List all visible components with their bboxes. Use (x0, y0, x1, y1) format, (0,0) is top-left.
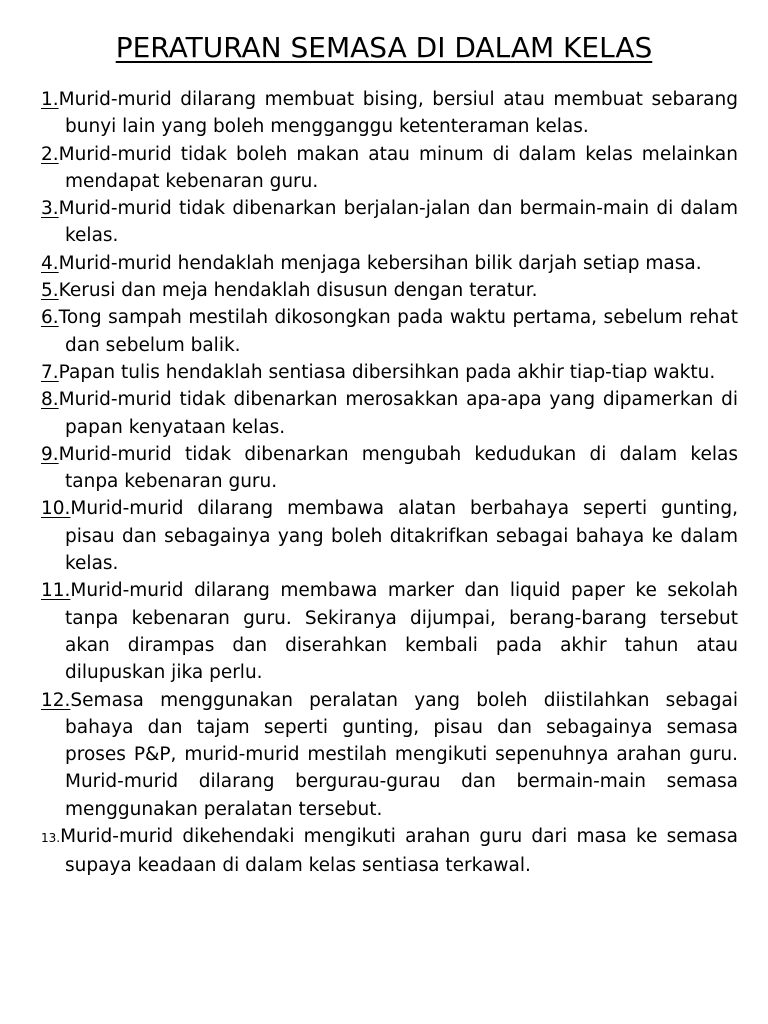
rule-item (41, 386, 738, 441)
rule-number: 9. (41, 443, 59, 465)
rule-text: Tong sampah mestilah dikosongkan pada waktu pertama, sebelum rehat dan sebelum balik. (58, 307, 738, 356)
rule-item (41, 359, 738, 386)
rule-number: 6. (41, 307, 59, 329)
rule-number: 10. (41, 498, 71, 520)
rule-text: Papan tulis hendaklah sentiasa dibersihkan pada akhir tiap-tiap waktu. (58, 361, 716, 383)
rule-number: 5. (41, 280, 59, 302)
rule-item (41, 495, 738, 577)
rule-text: Semasa menggunakan peralatan yang boleh diistilahkan sebagai bahaya dan tajam seperti gunting, pisau dan sebagainya semasa proses P&P, murid-murid mestilah mengikuti sepenuhnya arahan guru. Murid-murid dilarang bergurau-gurau dan bermain-main semasa menggunakan peralatan tersebut. (65, 689, 738, 820)
rule-item (41, 86, 738, 141)
rules-list (41, 86, 738, 880)
rule-number: 2. (41, 143, 59, 165)
rule-number: 7. (41, 361, 59, 383)
rule-text: Murid-murid dilarang membawa marker dan liquid paper ke sekolah tanpa kebenaran guru. Sekiranya dijumpai, berang-barang tersebut akan dirampas dan diserahkan kembali pada akhir tahun atau dilupuskan jika perlu. (65, 580, 738, 684)
rule-item (41, 141, 738, 196)
rule-text: Kerusi dan meja hendaklah disusun dengan teratur. (58, 280, 538, 302)
rule-number: 13. (41, 831, 61, 846)
rule-text: Murid-murid tidak boleh makan atau minum di dalam kelas melainkan mendapat kebenaran guru. (58, 143, 738, 192)
rule-number: 1. (41, 89, 59, 110)
rule-item (41, 687, 738, 823)
rule-item (41, 277, 738, 304)
rule-item (41, 577, 738, 686)
rule-text: Murid-murid dikehendaki mengikuti arahan guru dari masa ke semasa supaya keadaan di dalam kelas sentiasa terkawal. (60, 826, 738, 877)
rule-text: Murid-murid hendaklah menjaga kebersihan bilik darjah setiap masa. (58, 252, 702, 274)
rule-text: Murid-murid dilarang membawa alatan berbahaya seperti gunting, pisau dan sebagainya yang boleh ditakrifkan sebagai bahaya ke dalam kelas. (65, 498, 738, 575)
rule-number: 3. (41, 198, 59, 220)
rule-item (41, 823, 738, 880)
document-title: PERATURAN SEMASA DI DALAM KELAS (115, 31, 653, 64)
rule-text: Murid-murid dilarang membuat bising, bersiul atau membuat sebarang bunyi lain yang boleh mengganggu ketenteraman kelas. (58, 89, 738, 138)
rule-item (41, 195, 738, 250)
rule-number: 8. (41, 389, 59, 411)
rule-text: Murid-murid tidak dibenarkan merosakkan apa-apa yang dipamerkan di papan kenyataan kelas. (58, 389, 738, 438)
rule-item (41, 250, 738, 277)
rule-text: Murid-murid tidak dibenarkan berjalan-jalan dan bermain-main di dalam kelas. (58, 198, 738, 247)
rule-text: Murid-murid tidak dibenarkan mengubah kedudukan di dalam kelas tanpa kebenaran guru. (58, 443, 738, 493)
rule-item (41, 441, 738, 496)
rule-number: 4. (41, 252, 59, 274)
rule-number: 12. (41, 689, 71, 711)
rule-number: 11. (41, 580, 71, 602)
rule-item (41, 304, 738, 359)
